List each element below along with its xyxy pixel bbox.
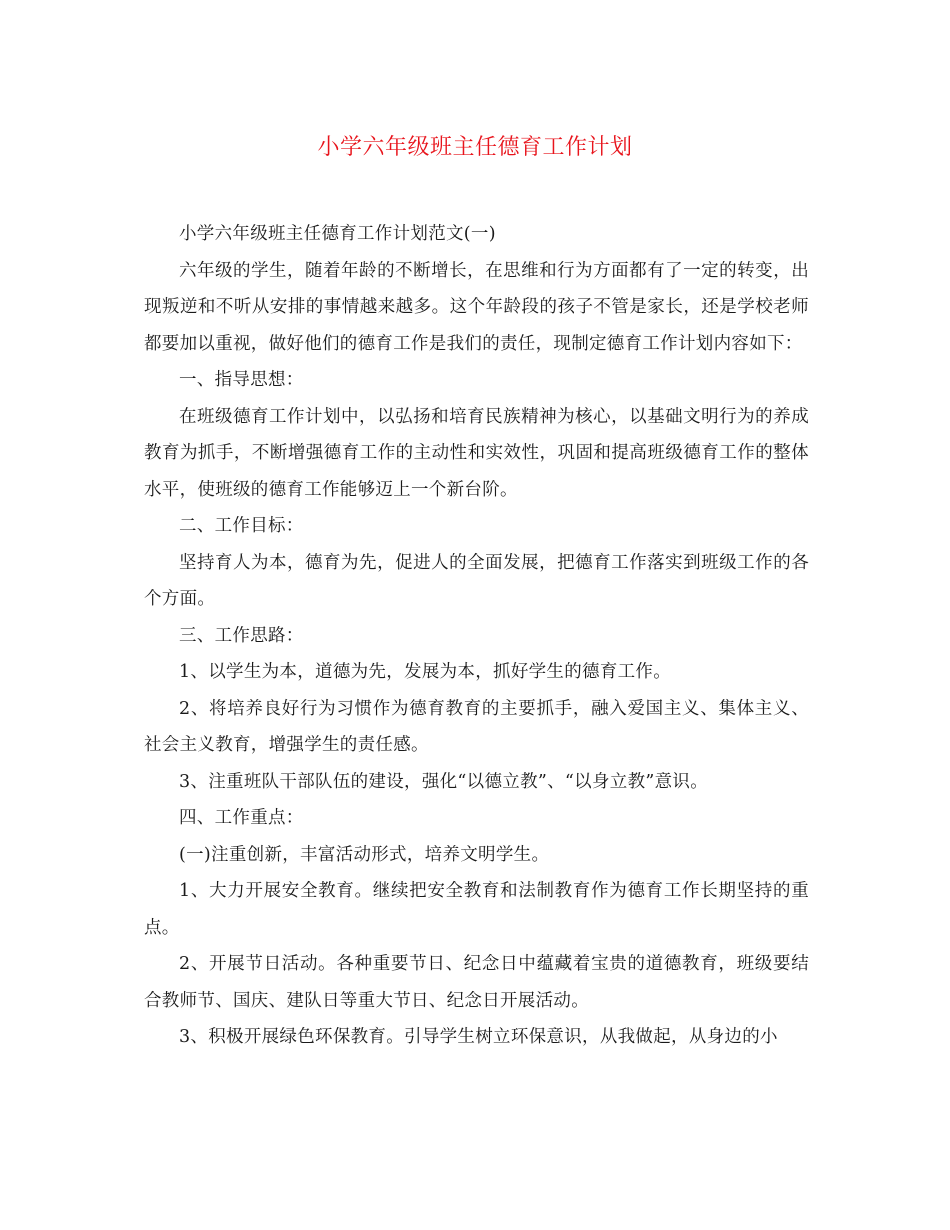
- list-item-approach-3: 3、注重班队干部队伍的建设，强化“以德立教”、“以身立教”意识。: [179, 771, 709, 792]
- section-heading-work-focus: 四、工作重点：: [179, 808, 304, 828]
- paragraph-subtitle: 小学六年级班主任德育工作计划范文(一): [179, 224, 496, 244]
- list-item-focus-3: 3、积极开展绿色环保教育。引导学生树立环保意识，从我做起，从身边的小: [179, 1027, 778, 1047]
- list-item-focus-2: 2、开展节日活动。各种重要节日、纪念日中蕴藏着宝贵的道德教育，班级要结合教师节、国庆、建队日等重大节日、纪念日开展活动。: [144, 954, 809, 1011]
- section-heading-guiding-ideology: 一、指导思想：: [179, 370, 304, 390]
- section-heading-work-approach: 三、工作思路：: [179, 625, 304, 646]
- paragraph-work-goals: 坚持育人为本，德育为先，促进人的全面发展，把德育工作落实到班级工作的各个方面。: [144, 552, 809, 609]
- list-item-approach-1: 1、以学生为本，道德为先，发展为本，抓好学生的德育工作。: [179, 662, 672, 682]
- list-item-approach-2: 2、将培养良好行为习惯作为德育教育的主要抓手，融入爱国主义、集体主义、社会主义教育，增强学生的责任感。: [144, 698, 809, 755]
- paragraph-intro: 六年级的学生，随着年龄的不断增长，在思维和行为方面都有了一定的转变，出现叛逆和不听从安排的事情越来越多。这个年龄段的孩子不管是家长，还是学校老师都要加以重视，做好他们的德育工作是我们的责任，现制定德育工作计划内容如下：: [144, 260, 809, 354]
- subsection-heading-innovation: (一)注重创新，丰富活动形式，培养文明学生。: [179, 844, 550, 865]
- list-item-focus-1: 1、大力开展安全教育。继续把安全教育和法制教育作为德育工作长期坚持的重点。: [144, 881, 809, 938]
- section-heading-work-goals: 二、工作目标：: [179, 516, 304, 536]
- paragraph-guiding-ideology: 在班级德育工作计划中，以弘扬和培育民族精神为核心，以基础文明行为的养成教育为抓手，不断增强德育工作的主动性和实效性，巩固和提高班级德育工作的整体水平，使班级的德育工作能够迈上一个新台阶。: [144, 406, 809, 500]
- document-body: [144, 216, 809, 1056]
- document-title: 小学六年级班主任德育工作计划: [317, 135, 633, 160]
